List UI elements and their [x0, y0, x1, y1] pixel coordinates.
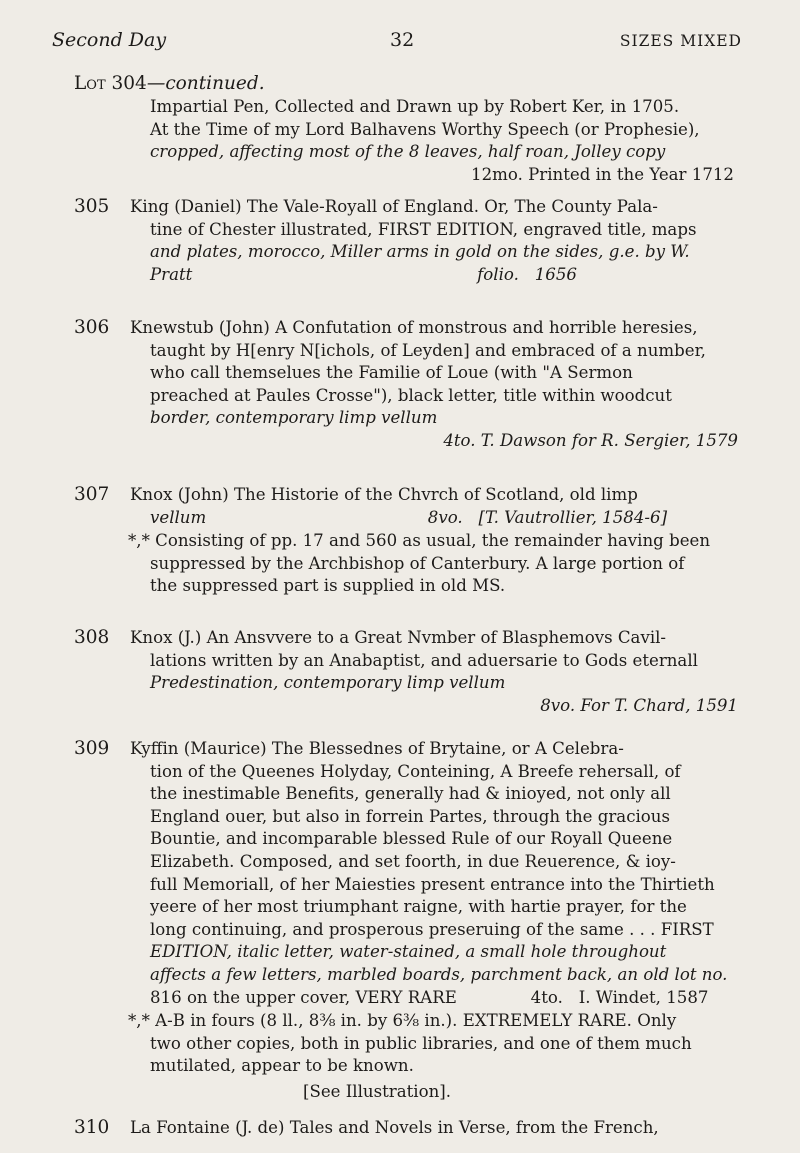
lot-307-note: [128, 530, 738, 598]
text-line: Kyffin (Maurice) The Blessednes of Brytaine, or A Celebra-: [130, 739, 624, 758]
header-day: Second Day: [52, 29, 167, 51]
note-line: *,* A-B in fours (8 ll., 8⅜ in. by 6⅜ in.). EXTREMELY RARE. Only: [128, 1011, 677, 1030]
lot-number: 308: [74, 627, 110, 648]
note-line: *,* Consisting of pp. 17 and 560 as usual, the remainder having been: [128, 531, 711, 550]
note-line: two other copies, both in public libraries, and one of them much: [150, 1033, 692, 1053]
note-line: suppressed by the Archbishop of Canterbury. A large portion of: [150, 553, 685, 573]
lot-text: [130, 627, 738, 717]
lot-text: [130, 738, 738, 1009]
text-line: La Fontaine (J. de) Tales and Novels in Verse, from the French,: [130, 1118, 659, 1137]
text-line: EDITION, italic letter, water-stained, a small hole throughout: [150, 942, 667, 962]
text-line: the inestimable Benefits, generally had & inioyed, not only all: [150, 784, 671, 804]
text-line: 4to. T. Dawson for R. Sergier, 1579: [443, 430, 738, 450]
text-line: Bountie, and incomparable blessed Rule of our Royall Queene: [150, 829, 673, 849]
lot-309-note: [128, 1010, 738, 1078]
continued-lot-label: Lot 304: [74, 73, 147, 94]
text-line: Knewstub (John) A Confutation of monstrous and horrible heresies,: [130, 318, 698, 337]
text-line: tine of Chester illustrated, FIRST EDITION, engraved title, maps: [150, 219, 697, 239]
text-line: preached at Paules Crosse"), black letter, title within woodcut: [150, 385, 672, 405]
text-line: Knox (J.) An Ansvvere to a Great Nvmber of Blasphemovs Cavil-: [130, 628, 667, 647]
text-line: Pratt folio. 1656: [150, 264, 577, 284]
text-line: Knox (John) The Historie of the Chvrch of Scotland, old limp: [130, 485, 638, 504]
text-line: border, contemporary limp vellum: [150, 408, 438, 428]
text-line: 12mo. Printed in the Year 1712: [471, 164, 734, 184]
text-line: Predestination, contemporary limp vellum: [150, 673, 506, 693]
lot-number: 309: [74, 738, 110, 759]
note-line: the suppressed part is supplied in old MS.: [150, 576, 506, 596]
text-line: full Memoriall, of her Maiesties present entrance into the Thirtieth: [150, 874, 715, 894]
text-line: taught by H[enry N[ichols, of Leyden] and embraced of a number,: [150, 340, 706, 360]
lot-number: 310: [74, 1117, 110, 1138]
text-line: England ouer, but also in forrein Partes, through the gracious: [150, 806, 670, 826]
text-line: affects a few letters, marbled boards, parchment back, an old lot no.: [150, 964, 728, 984]
lot-text: [130, 196, 738, 286]
text-line: tion of the Queenes Holyday, Conteining, A Breefe rehersall, of: [150, 761, 681, 781]
text-line: 816 on the upper cover, VERY RARE 4to. I. Windet, 1587: [150, 987, 709, 1007]
text-line: long continuing, and prosperous preseruing of the same . . . FIRST: [150, 919, 714, 939]
text-line: Elizabeth. Composed, and set foorth, in due Reuerence, & ioy-: [150, 851, 676, 871]
page-header: [52, 29, 742, 59]
header-section: SIZES MIXED: [619, 32, 742, 50]
text-line: At the Time of my Lord Balhavens Worthy Speech (or Prophesie),: [150, 119, 700, 139]
text-line: lations written by an Anabaptist, and aduersarie to Gods eternall: [150, 650, 698, 670]
text-line: yeere of her most triumphant raigne, with hartie prayer, for the: [150, 897, 687, 917]
lot-text: [130, 1117, 738, 1140]
text-line: 8vo. For T. Chard, 1591: [540, 695, 738, 715]
lot-number: 306: [74, 317, 110, 338]
text-line: and plates, morocco, Miller arms in gold on the sides, g.e. by W.: [150, 242, 690, 262]
note-line: mutilated, appear to be known.: [150, 1056, 414, 1076]
continued-suffix: —continued.: [146, 73, 265, 94]
text-line: who call themselues the Familie of Loue (with "A Sermon: [150, 363, 633, 383]
lot-text: [130, 317, 738, 453]
page-number: 32: [390, 29, 415, 51]
lot-304-text: [150, 96, 738, 186]
text-line: King (Daniel) The Vale-Royall of England. Or, The County Pala-: [130, 197, 658, 216]
lot-text: [130, 484, 738, 529]
text-line: cropped, affecting most of the 8 leaves, half roan, Jolley copy: [150, 142, 666, 162]
see-illustration: [See Illustration].: [303, 1082, 452, 1101]
text-line: vellum 8vo. [T. Vautrollier, 1584-6]: [150, 507, 668, 527]
lot-number: 305: [74, 196, 110, 217]
continued-heading: [74, 73, 265, 94]
text-line: Impartial Pen, Collected and Drawn up by Robert Ker, in 1705.: [150, 97, 680, 116]
lot-number: 307: [74, 484, 110, 505]
